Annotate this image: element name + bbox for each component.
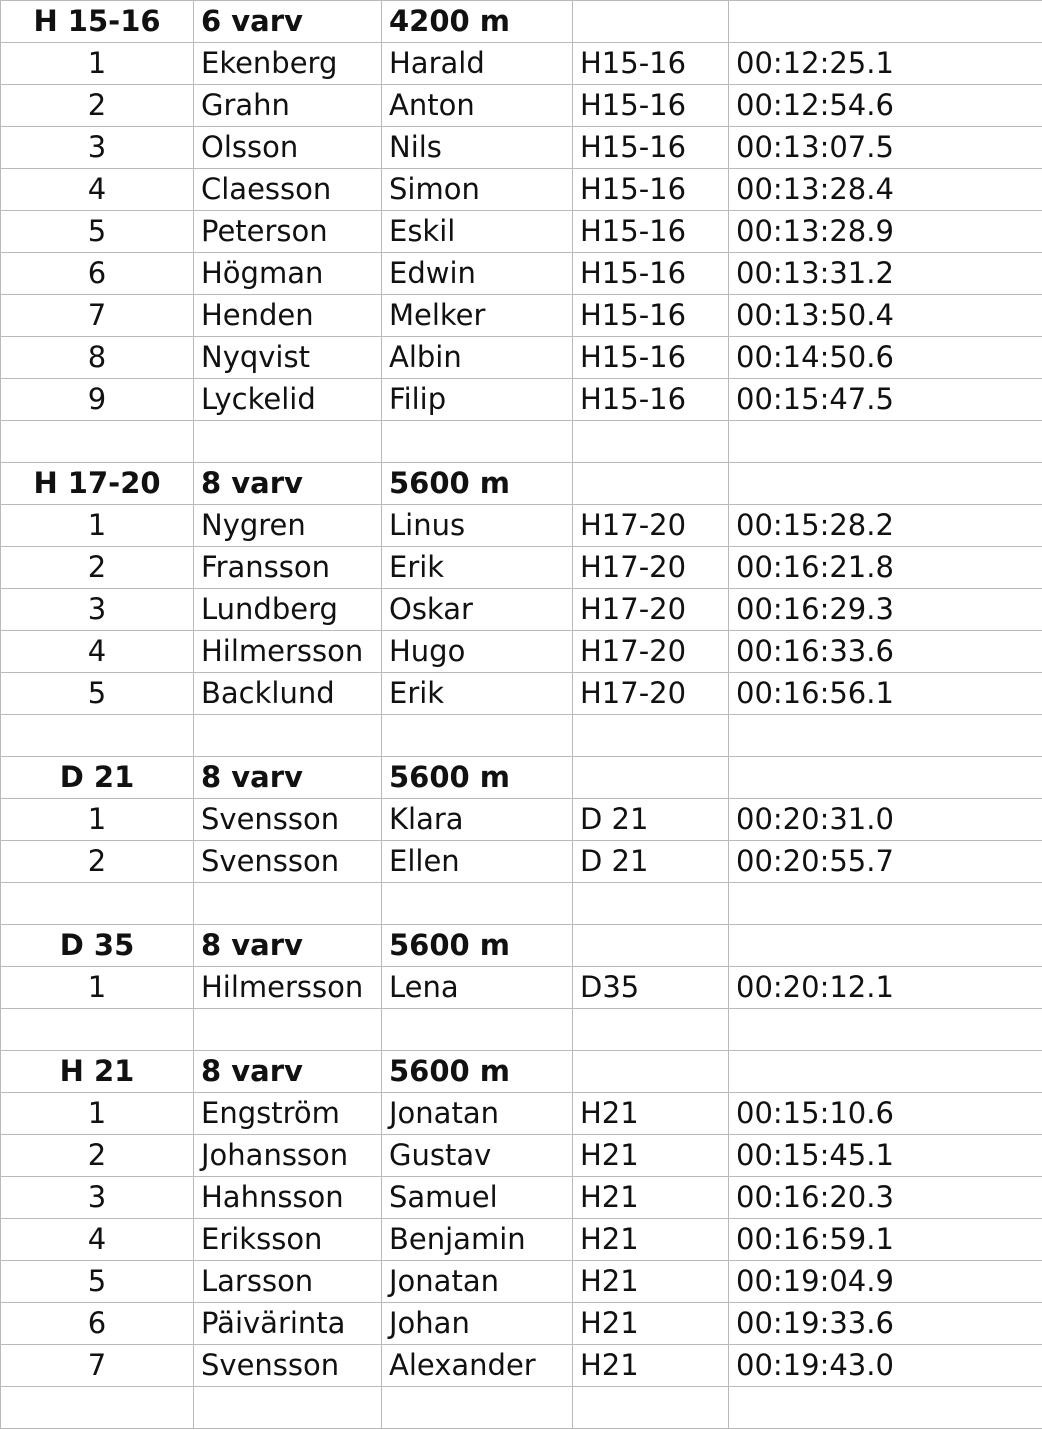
results-table-body [1,1,1042,1429]
time-cell[interactable]: 00:15:45.1 [729,1135,1042,1177]
group-distance-cell[interactable]: 5600 m [382,757,573,799]
first-name-cell[interactable]: Hugo [382,631,573,673]
first-name-cell[interactable]: Jonatan [382,1093,573,1135]
result-row [1,589,1042,631]
result-row [1,841,1042,883]
place-cell[interactable]: 1 [1,799,194,841]
empty-cell[interactable] [382,421,573,463]
last-name-cell[interactable]: Päivärinta [194,1303,382,1345]
class-cell[interactable]: H15-16 [573,43,729,85]
group-laps-cell[interactable]: 8 varv [194,1051,382,1093]
time-cell[interactable]: 00:16:29.3 [729,589,1042,631]
time-cell[interactable]: 00:16:56.1 [729,673,1042,715]
empty-cell[interactable] [729,1,1042,43]
place-cell[interactable]: 9 [1,379,194,421]
place-cell[interactable]: 2 [1,85,194,127]
first-name-cell[interactable]: Filip [382,379,573,421]
last-name-cell[interactable]: Henden [194,295,382,337]
result-row [1,1303,1042,1345]
empty-cell[interactable] [729,463,1042,505]
time-cell[interactable]: 00:15:28.2 [729,505,1042,547]
last-name-cell[interactable]: Johansson [194,1135,382,1177]
first-name-cell[interactable]: Melker [382,295,573,337]
empty-cell[interactable] [1,883,194,925]
first-name-cell[interactable]: Simon [382,169,573,211]
result-row [1,169,1042,211]
empty-cell[interactable] [1,715,194,757]
last-name-cell[interactable]: Engström [194,1093,382,1135]
result-row [1,505,1042,547]
class-cell[interactable]: D 21 [573,799,729,841]
time-cell[interactable]: 00:15:47.5 [729,379,1042,421]
time-cell[interactable]: 00:13:28.9 [729,211,1042,253]
place-cell[interactable]: 4 [1,169,194,211]
class-cell[interactable]: H21 [573,1093,729,1135]
empty-cell[interactable] [573,1,729,43]
place-cell[interactable]: 1 [1,43,194,85]
first-name-cell[interactable]: Alexander [382,1345,573,1387]
group-distance-cell[interactable]: 5600 m [382,463,573,505]
result-row [1,253,1042,295]
group-header-row [1,757,1042,799]
result-row [1,1345,1042,1387]
empty-cell[interactable] [1,421,194,463]
blank-row [1,715,1042,757]
time-cell[interactable]: 00:12:25.1 [729,43,1042,85]
first-name-cell[interactable]: Nils [382,127,573,169]
last-name-cell[interactable]: Claesson [194,169,382,211]
time-cell[interactable]: 00:16:21.8 [729,547,1042,589]
time-cell[interactable]: 00:19:04.9 [729,1261,1042,1303]
blank-row [1,1009,1042,1051]
empty-cell[interactable] [729,1009,1042,1051]
time-cell[interactable]: 00:13:28.4 [729,169,1042,211]
class-cell[interactable]: H21 [573,1345,729,1387]
class-cell[interactable]: H17-20 [573,673,729,715]
class-cell[interactable]: H15-16 [573,253,729,295]
first-name-cell[interactable]: Harald [382,43,573,85]
first-name-cell[interactable]: Samuel [382,1177,573,1219]
place-cell[interactable]: 1 [1,1093,194,1135]
first-name-cell[interactable]: Ellen [382,841,573,883]
result-row [1,211,1042,253]
place-cell[interactable]: 5 [1,673,194,715]
empty-cell[interactable] [194,1387,382,1429]
first-name-cell[interactable]: Klara [382,799,573,841]
last-name-cell[interactable]: Hahnsson [194,1177,382,1219]
first-name-cell[interactable]: Linus [382,505,573,547]
class-cell[interactable]: H15-16 [573,127,729,169]
last-name-cell[interactable]: Olsson [194,127,382,169]
time-cell[interactable]: 00:16:33.6 [729,631,1042,673]
class-cell[interactable]: H17-20 [573,589,729,631]
last-name-cell[interactable]: Hilmersson [194,967,382,1009]
last-name-cell[interactable]: Svensson [194,1345,382,1387]
group-laps-cell[interactable]: 6 varv [194,1,382,43]
group-class-cell[interactable]: H 21 [1,1051,194,1093]
empty-cell[interactable] [729,925,1042,967]
class-cell[interactable]: H15-16 [573,337,729,379]
first-name-cell[interactable]: Johan [382,1303,573,1345]
result-row [1,547,1042,589]
result-row [1,1093,1042,1135]
result-row [1,295,1042,337]
place-cell[interactable]: 4 [1,631,194,673]
empty-cell[interactable] [194,715,382,757]
class-cell[interactable]: H21 [573,1261,729,1303]
last-name-cell[interactable]: Lyckelid [194,379,382,421]
time-cell[interactable]: 00:14:50.6 [729,337,1042,379]
first-name-cell[interactable]: Albin [382,337,573,379]
empty-cell[interactable] [573,925,729,967]
blank-row [1,421,1042,463]
class-cell[interactable]: H17-20 [573,547,729,589]
empty-cell[interactable] [573,1009,729,1051]
group-header-row [1,463,1042,505]
class-cell[interactable]: H21 [573,1303,729,1345]
empty-cell[interactable] [1,1009,194,1051]
group-distance-cell[interactable]: 5600 m [382,1051,573,1093]
time-cell[interactable]: 00:20:55.7 [729,841,1042,883]
first-name-cell[interactable]: Eskil [382,211,573,253]
place-cell[interactable]: 7 [1,1345,194,1387]
last-name-cell[interactable]: Peterson [194,211,382,253]
result-row [1,1219,1042,1261]
empty-cell[interactable] [729,757,1042,799]
empty-cell[interactable] [1,1387,194,1429]
empty-cell[interactable] [573,715,729,757]
group-laps-cell[interactable]: 8 varv [194,463,382,505]
empty-cell[interactable] [194,1009,382,1051]
result-row [1,673,1042,715]
empty-cell[interactable] [194,421,382,463]
time-cell[interactable]: 00:19:33.6 [729,1303,1042,1345]
first-name-cell[interactable]: Benjamin [382,1219,573,1261]
last-name-cell[interactable]: Eriksson [194,1219,382,1261]
place-cell[interactable]: 2 [1,1135,194,1177]
place-cell[interactable]: 3 [1,1177,194,1219]
result-row [1,1177,1042,1219]
class-cell[interactable]: H21 [573,1219,729,1261]
time-cell[interactable]: 00:12:54.6 [729,85,1042,127]
time-cell[interactable]: 00:13:31.2 [729,253,1042,295]
empty-cell[interactable] [729,1387,1042,1429]
place-cell[interactable]: 6 [1,253,194,295]
first-name-cell[interactable]: Lena [382,967,573,1009]
last-name-cell[interactable]: Svensson [194,841,382,883]
group-class-cell[interactable]: D 21 [1,757,194,799]
result-row [1,631,1042,673]
group-header-row [1,1,1042,43]
last-name-cell[interactable]: Fransson [194,547,382,589]
place-cell[interactable]: 3 [1,589,194,631]
result-row [1,379,1042,421]
group-header-row [1,1051,1042,1093]
place-cell[interactable]: 4 [1,1219,194,1261]
result-row [1,85,1042,127]
empty-cell[interactable] [573,463,729,505]
last-name-cell[interactable]: Högman [194,253,382,295]
empty-cell[interactable] [573,1051,729,1093]
empty-cell[interactable] [382,883,573,925]
empty-cell[interactable] [194,883,382,925]
last-name-cell[interactable]: Nyqvist [194,337,382,379]
result-row [1,1135,1042,1177]
place-cell[interactable]: 5 [1,211,194,253]
first-name-cell[interactable]: Erik [382,673,573,715]
group-class-cell[interactable]: H 15-16 [1,1,194,43]
last-name-cell[interactable]: Hilmersson [194,631,382,673]
class-cell[interactable]: H21 [573,1135,729,1177]
first-name-cell[interactable]: Oskar [382,589,573,631]
blank-row [1,1387,1042,1429]
class-cell[interactable]: H15-16 [573,379,729,421]
empty-cell[interactable] [573,1387,729,1429]
result-row [1,799,1042,841]
first-name-cell[interactable]: Gustav [382,1135,573,1177]
empty-cell[interactable] [729,421,1042,463]
group-header-row [1,925,1042,967]
class-cell[interactable]: H21 [573,1177,729,1219]
time-cell[interactable]: 00:20:31.0 [729,799,1042,841]
place-cell[interactable]: 8 [1,337,194,379]
time-cell[interactable]: 00:13:50.4 [729,295,1042,337]
group-class-cell[interactable]: H 17-20 [1,463,194,505]
class-cell[interactable]: D 21 [573,841,729,883]
time-cell[interactable]: 00:20:12.1 [729,967,1042,1009]
place-cell[interactable]: 3 [1,127,194,169]
group-distance-cell[interactable]: 4200 m [382,1,573,43]
result-row [1,337,1042,379]
first-name-cell[interactable]: Erik [382,547,573,589]
group-laps-cell[interactable]: 8 varv [194,925,382,967]
empty-cell[interactable] [382,715,573,757]
empty-cell[interactable] [382,1387,573,1429]
time-cell[interactable]: 00:16:20.3 [729,1177,1042,1219]
class-cell[interactable]: H15-16 [573,85,729,127]
last-name-cell[interactable]: Svensson [194,799,382,841]
place-cell[interactable]: 5 [1,1261,194,1303]
last-name-cell[interactable]: Lundberg [194,589,382,631]
empty-cell[interactable] [729,883,1042,925]
class-cell[interactable]: H15-16 [573,169,729,211]
group-class-cell[interactable]: D 35 [1,925,194,967]
first-name-cell[interactable]: Jonatan [382,1261,573,1303]
place-cell[interactable]: 7 [1,295,194,337]
empty-cell[interactable] [573,421,729,463]
empty-cell[interactable] [573,883,729,925]
time-cell[interactable]: 00:15:10.6 [729,1093,1042,1135]
first-name-cell[interactable]: Edwin [382,253,573,295]
group-distance-cell[interactable]: 5600 m [382,925,573,967]
group-laps-cell[interactable]: 8 varv [194,757,382,799]
result-row [1,1261,1042,1303]
last-name-cell[interactable]: Nygren [194,505,382,547]
place-cell[interactable]: 6 [1,1303,194,1345]
last-name-cell[interactable]: Grahn [194,85,382,127]
empty-cell[interactable] [729,1051,1042,1093]
class-cell[interactable]: D35 [573,967,729,1009]
place-cell[interactable]: 1 [1,967,194,1009]
time-cell[interactable]: 00:13:07.5 [729,127,1042,169]
place-cell[interactable]: 2 [1,841,194,883]
class-cell[interactable]: H17-20 [573,505,729,547]
class-cell[interactable]: H17-20 [573,631,729,673]
last-name-cell[interactable]: Larsson [194,1261,382,1303]
blank-row [1,883,1042,925]
result-row [1,43,1042,85]
empty-cell[interactable] [729,715,1042,757]
empty-cell[interactable] [382,1009,573,1051]
last-name-cell[interactable]: Backlund [194,673,382,715]
class-cell[interactable]: H15-16 [573,211,729,253]
time-cell[interactable]: 00:16:59.1 [729,1219,1042,1261]
class-cell[interactable]: H15-16 [573,295,729,337]
time-cell[interactable]: 00:19:43.0 [729,1345,1042,1387]
place-cell[interactable]: 1 [1,505,194,547]
result-row [1,967,1042,1009]
last-name-cell[interactable]: Ekenberg [194,43,382,85]
place-cell[interactable]: 2 [1,547,194,589]
result-row [1,127,1042,169]
empty-cell[interactable] [573,757,729,799]
first-name-cell[interactable]: Anton [382,85,573,127]
